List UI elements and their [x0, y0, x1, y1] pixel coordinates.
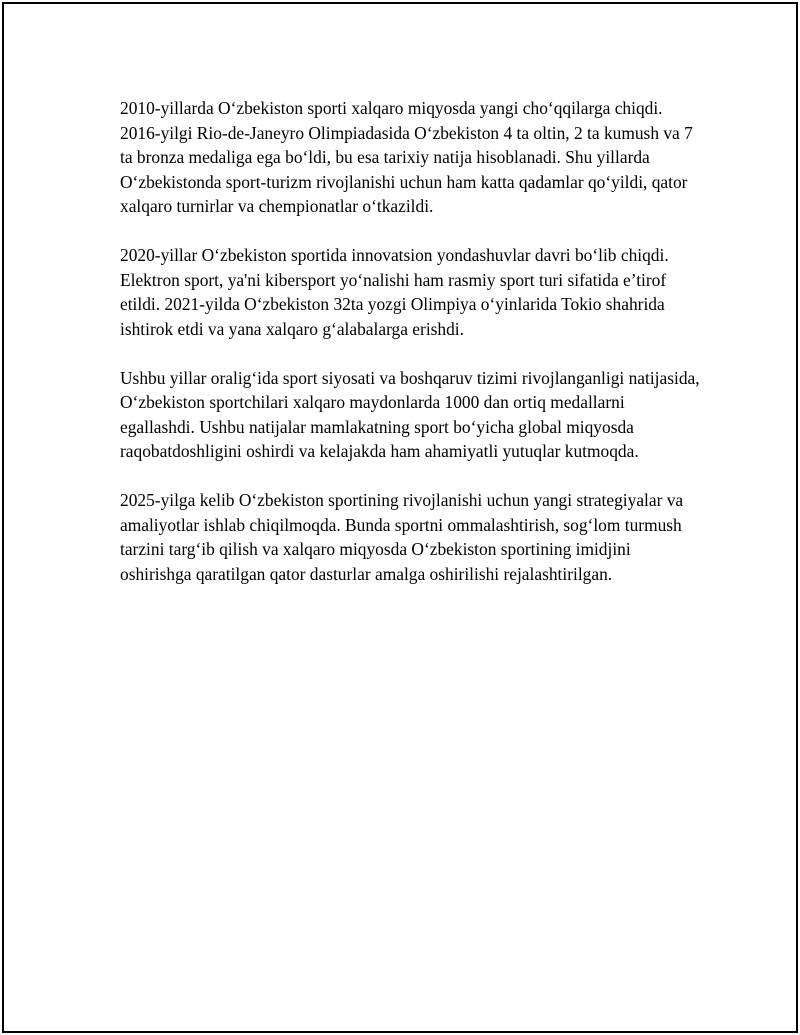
document-body: [120, 96, 700, 611]
paragraph-2020s: 2020-yillar O‘zbekiston sportida innovatsion yondashuvlar davri bo‘lib chiqdi. Elektron sport, ya'ni kibersport yo‘nalishi ham rasmiy sport turi sifatida e’tirof etildi. 2021-yilda O‘zbekiston 32ta yozgi Olimpiya o‘yinlarida Tokio shahrida ishtirok etdi va yana xalqaro g‘alabalarga erishdi.: [120, 245, 669, 339]
document-page: [2, 2, 798, 1033]
paragraph-sport-policy: Ushbu yillar oralig‘ida sport siyosati va boshqaruv tizimi rivojlanganligi natijasida, O‘zbekiston sportchilari xalqaro maydonlarda 1000 dan ortiq medallarni egallashdi. Ushbu natijalar mamlakatning sport bo‘yicha global miqyosda raqobatdoshligini oshirdi va kelajakda ham ahamiyatli yutuqlar kutmoqda.: [120, 367, 700, 461]
paragraph-2025: 2025-yilga kelib O‘zbekiston sportining rivojlanishi uchun yangi strategiyalar va amaliyotlar ishlab chiqilmoqda. Bunda sportni ommalashtirish, sog‘lom turmush tarzini targ‘ib qilish va xalqaro miqyosda O‘zbekiston sportining imidjini oshirishga qaratilgan qator dasturlar amalga oshirilishi rejalashtirilgan.: [120, 490, 684, 584]
paragraph-2010s: 2010-yillarda O‘zbekiston sporti xalqaro miqyosda yangi cho‘qqilarga chiqdi. 2016-yilgi Rio-de-Janeyro Olimpiadasida O‘zbekiston 4 ta oltin, 2 ta kumush va 7 ta bronza medaliga ega bo‘ldi, bu esa tarixiy natija hisoblanadi. Shu yillarda O‘zbekistonda sport-turizm rivojlanishi uchun ham katta qadamlar qo‘yildi, qator xalqaro turnirlar va chempionatlar o‘tkazildi.: [120, 98, 693, 216]
